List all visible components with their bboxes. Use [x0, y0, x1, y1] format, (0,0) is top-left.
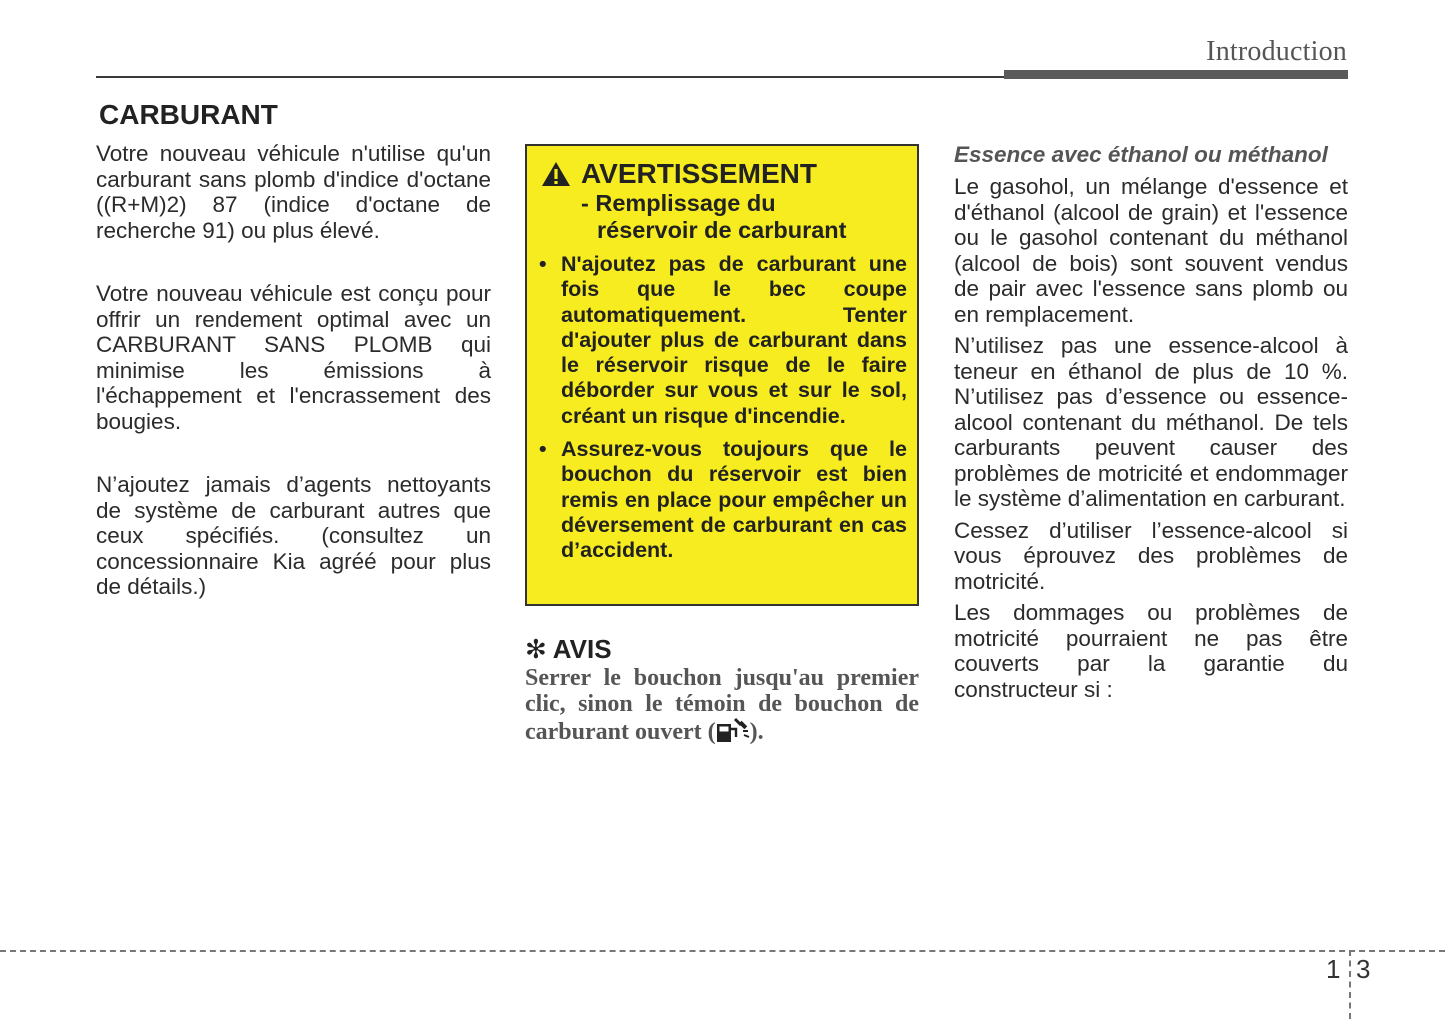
right-paragraph-3: Cessez d’utiliser l’essence-alcool si vous éprouvez des problèmes de motricité.	[954, 517, 1348, 594]
warning-subtitle	[541, 190, 906, 244]
right-paragraph-4: Les dommages ou problèmes de motricité pourraient ne pas être couverts par la garantie du constructeur si :	[954, 600, 1348, 702]
left-paragraph-1: Votre nouveau véhicule n'utilise qu'un carburant sans plomb d'indice d'octane ((R+M)2) 87 (indice d'octane de recherche 91) ou plus élevé.	[96, 141, 491, 243]
bullet: •	[539, 252, 547, 276]
avis-text-part-2: ).	[749, 719, 764, 745]
right-paragraph-1: Le gasohol, un mélange d'essence et d'éthanol (alcool de grain) et l'essence ou le gasohol contenant du méthanol (alcool de bois) sont souvent vendus de pair avec l'essence sans plomb ou en remplacement.	[954, 174, 1348, 327]
warning-title: AVERTISSEMENT	[581, 158, 817, 189]
bullet: •	[539, 437, 547, 462]
warning-subtitle-line-1: - Remplissage du	[581, 190, 776, 216]
asterisk-icon: ✻	[525, 634, 547, 664]
warning-item	[539, 252, 907, 429]
warning-header	[541, 158, 906, 244]
fuel-cap-warning-icon	[716, 717, 750, 750]
avis-text	[525, 666, 919, 750]
footer-dashed-rule	[0, 950, 1445, 952]
warning-item	[539, 437, 907, 563]
left-paragraph-2: Votre nouveau véhicule est conçu pour offrir un rendement optimal avec un CARBURANT SANS PLOMB qui minimise les émissions à l'échappement et l'encrassement des bougies.	[96, 281, 491, 434]
warning-box	[525, 144, 919, 606]
warning-triangle-icon	[541, 161, 571, 187]
right-paragraph-2: N’utilisez pas une essence-alcool à teneur en éthanol de plus de 10 %. N’utilisez pas d’essence ou essence-alcool contenant du méthanol. De tels carburants peuvent causer des problèmes de motricité et endommager le système d’alimentation en carburant.	[954, 333, 1348, 511]
section-title: CARBURANT	[99, 99, 278, 130]
avis-heading	[525, 634, 612, 665]
page-number: 3	[1356, 954, 1371, 984]
left-column	[96, 141, 491, 638]
warning-subtitle-line-2: réservoir de carburant	[597, 217, 847, 243]
chapter-number: 1	[1326, 954, 1341, 984]
header-title: Introduction	[1206, 36, 1347, 67]
right-column	[954, 141, 1348, 708]
header-accent-bar	[1004, 70, 1348, 79]
left-paragraph-3: N’ajoutez jamais d’agents nettoyants de système de carburant autres que ceux spécifiés. (consultez un concessionnaire Kia agréé pour plus de détails.)	[96, 472, 491, 599]
warning-list	[539, 252, 907, 572]
ethanol-subtitle: Essence avec éthanol ou méthanol	[954, 142, 1328, 167]
warning-item-text: Assurez-vous toujours que le bouchon du réservoir est bien remis en place pour empêcher un déversement de carburant en cas d’accident.	[561, 437, 907, 563]
avis-text-part-1: Serrer le bouchon jusqu'au premier clic, sinon le témoin de bouchon de carburant ouvert (	[525, 665, 919, 745]
avis-title: AVIS	[552, 634, 612, 664]
warning-item-text: N'ajoutez pas de carburant une fois que le bec coupe automatiquement. Tenter d'ajouter plus de carburant dans le réservoir risque de le faire déborder sur vous et sur le sol, créant un risque d'incendie.	[561, 252, 907, 428]
footer-dashed-divider	[1349, 950, 1351, 1019]
